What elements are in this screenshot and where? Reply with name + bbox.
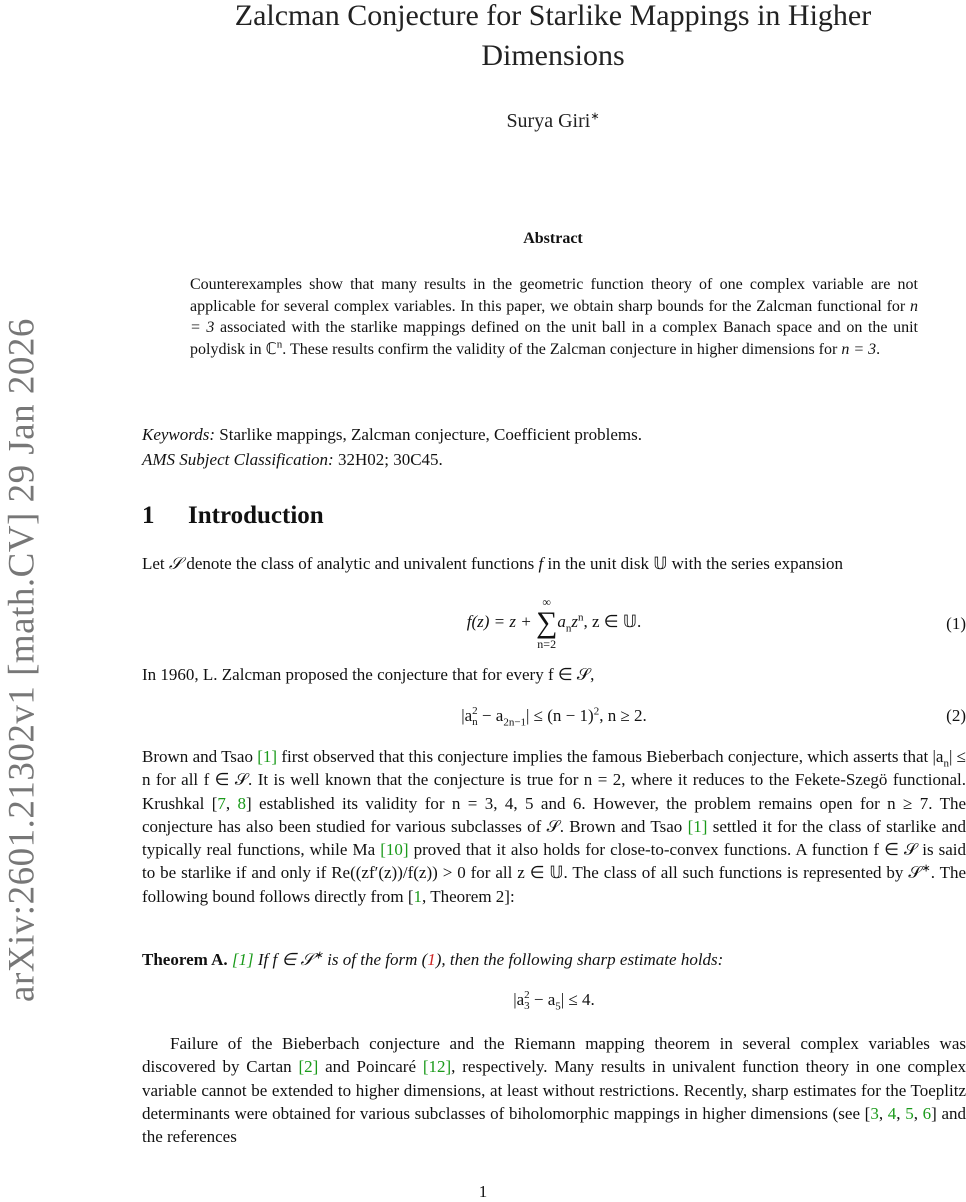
eq-sup: 2: [472, 705, 478, 718]
text-run: Brown and Tsao: [142, 747, 258, 766]
citation-link[interactable]: [10]: [380, 840, 409, 860]
math-symbol: 𝕌: [653, 554, 668, 573]
text-run: in the unit disk: [543, 554, 654, 573]
theorem-text: is of the form (: [322, 950, 428, 969]
author-footnote-mark: ∗: [590, 110, 600, 123]
eq-term: a: [557, 611, 566, 631]
citation-link[interactable]: [1]: [257, 747, 278, 766]
equation-2: [142, 706, 966, 732]
text-run: first observed that this conjecture implies the famous Bieberbach conjecture, which asserts that |a: [277, 747, 944, 766]
theorem-a: [142, 948, 966, 971]
abstract-text-part: associated with the starlike mappings defined on the unit ball in a complex Banach space and on the unit polydisk in: [190, 319, 918, 358]
citation-link[interactable]: [2]: [298, 1057, 319, 1077]
text-run: In 1960, L. Zalcman proposed the conjecture that for every f ∈ 𝒮,: [142, 665, 595, 684]
theorem-text: If f ∈ 𝒮: [253, 950, 314, 969]
eq-part: − a: [529, 990, 556, 1009]
text-run: denote the class of analytic and univalent functions: [182, 554, 539, 573]
eq-sub: 2n−1: [503, 716, 527, 729]
keywords-value: Starlike mappings, Zalcman conjecture, Coefficient problems.: [215, 425, 642, 444]
citation-link[interactable]: [1]: [687, 816, 708, 836]
equation-ref-link[interactable]: 1: [427, 950, 436, 969]
sigma-symbol: ∑: [536, 606, 558, 639]
abstract-math: n = 3: [190, 297, 918, 336]
text-run: ,: [896, 1103, 906, 1123]
failure-paragraph: [142, 1032, 966, 1148]
citation-link[interactable]: 8: [237, 793, 247, 813]
citation-link[interactable]: [1]: [231, 950, 254, 969]
text-run: Failure of the Bieberbach conjecture and the Riemann mapping theorem in several complex variables was discovered by Cartan: [142, 1034, 966, 1077]
eq-sup: n: [578, 611, 584, 624]
eq-sub: 5: [555, 1000, 561, 1013]
eq-term: z: [571, 611, 579, 631]
author-name: Surya Giri: [506, 110, 591, 132]
math-symbol: f: [538, 554, 544, 573]
eq-part: |a: [513, 990, 525, 1009]
text-run: Let: [142, 554, 169, 573]
arxiv-identifier: arXiv:2601.21302v1 [math.CV] 29 Jan 2026: [1, 318, 43, 1002]
eq-part: |a: [461, 706, 473, 725]
intro-paragraph: [142, 552, 966, 575]
section-number: 1: [142, 502, 155, 529]
theorem-label: Theorem A.: [142, 950, 228, 969]
theorem-text: ), then the following sharp estimate holds:: [435, 950, 724, 969]
citation-link[interactable]: 3: [870, 1103, 879, 1123]
summation-operator: [536, 596, 557, 650]
brown-tsao-paragraph: [142, 745, 966, 908]
text-run: with the series expansion: [667, 554, 844, 573]
math-sup: ∗: [313, 949, 323, 962]
math-sup: ∗: [921, 862, 931, 875]
text-run: ,: [225, 793, 238, 813]
citation-link[interactable]: 1: [413, 886, 422, 906]
eq-sup: 2: [524, 989, 530, 1002]
text-run: | ≤ n for all f ∈ 𝒮. It is well known that the conjecture is true for n = 2, where it reduces to the Fekete-Szegö functional. Krushkal [: [142, 747, 966, 813]
text-run: settled it for the class of starlike and typically real functions, while Ma: [142, 816, 966, 860]
math-sub: n: [943, 757, 949, 770]
eq-part: − a: [477, 706, 504, 725]
keywords-label: Keywords:: [142, 425, 216, 444]
section-title: Introduction: [188, 502, 324, 529]
abstract-math: n = 3: [841, 340, 877, 358]
text-run: ,: [878, 1103, 888, 1123]
eq-sub: n: [472, 716, 478, 729]
eq-sub: 3: [524, 1000, 530, 1013]
math-symbol: 𝒮: [168, 554, 183, 573]
citation-link[interactable]: 5: [905, 1103, 914, 1123]
abstract-text-part: .: [876, 340, 881, 358]
abstract-body: [190, 274, 918, 360]
section-heading: [142, 502, 324, 530]
text-run: , Theorem 2]:: [422, 886, 515, 906]
text-run: ] established its validity for n = 3, 4, 5 and 6. However, the problem remains open for n ≥ 7. The conjecture has also been studied for various subclasses of 𝒮. Brown and Tsao: [142, 793, 966, 836]
abstract-heading: Abstract: [523, 230, 583, 247]
equation-1: [142, 596, 966, 656]
ams-label: AMS Subject Classification:: [142, 450, 334, 469]
paper-title: Zalcman Conjecture for Starlike Mappings in Higher Dimensions: [234, 0, 872, 72]
eq-sub: n: [565, 622, 572, 635]
text-run: . The following bound follows directly from [: [142, 863, 966, 906]
citation-link[interactable]: 6: [922, 1103, 932, 1123]
eq-part: , n ≥ 2.: [599, 706, 647, 725]
text-run: ,: [913, 1103, 923, 1123]
author-line: [180, 110, 926, 133]
sum-lower-limit: n=2: [537, 637, 557, 651]
ams-classification-line: [142, 450, 443, 470]
citation-link[interactable]: 7: [217, 793, 226, 813]
text-run: proved that it also holds for close-to-convex functions. A function f ∈ 𝒮 is said to be starlike if and only if Re((zf′(z))/f(z)) > 0 for all z ∈ 𝕌. The class of all such functions is represented by 𝒮: [142, 840, 966, 883]
abstract-math: ℂ: [265, 340, 277, 358]
theorem-a-equation: [142, 990, 966, 1016]
eq-lhs: f(z) = z +: [466, 611, 536, 631]
text-run: ] and the references: [142, 1103, 966, 1147]
sum-upper-limit: ∞: [542, 595, 551, 609]
eq-rest: , z ∈ 𝕌.: [583, 611, 642, 631]
zalcman-paragraph: [142, 663, 966, 686]
eq-sup: 2: [593, 705, 600, 718]
abstract-math-sup: n: [276, 338, 283, 351]
ams-value: 32H02; 30C45.: [333, 450, 443, 469]
abstract-text-part: Counterexamples show that many results in the geometric function theory of one complex variable are not applicable for several complex variables. In this paper, we obtain sharp bounds for the Zalcman functional for: [190, 276, 918, 315]
citation-link[interactable]: [12]: [422, 1057, 452, 1077]
keywords-line: [142, 425, 642, 445]
equation-number: (2): [946, 706, 966, 725]
text-run: and Poincaré: [318, 1057, 423, 1077]
arxiv-side-stamp: [0, 0, 46, 1200]
eq-part: | ≤ 4.: [560, 990, 595, 1009]
text-run: , respectively. Many results in univalent function theory in one complex variable cannot be extended to higher dimensions, at least without restrictions. Recently, sharp estimates for the Toeplitz determinants were obtained for various subclasses of biholomorphic mappings in higher dimensions (see [: [142, 1057, 966, 1123]
page-number: 1: [478, 1182, 488, 1201]
abstract-text-part: . These results confirm the validity of the Zalcman conjecture in higher dimensions for: [282, 340, 842, 358]
equation-number: (1): [946, 614, 966, 633]
citation-link[interactable]: 4: [887, 1103, 897, 1123]
eq-part: | ≤ (n − 1): [526, 706, 594, 725]
